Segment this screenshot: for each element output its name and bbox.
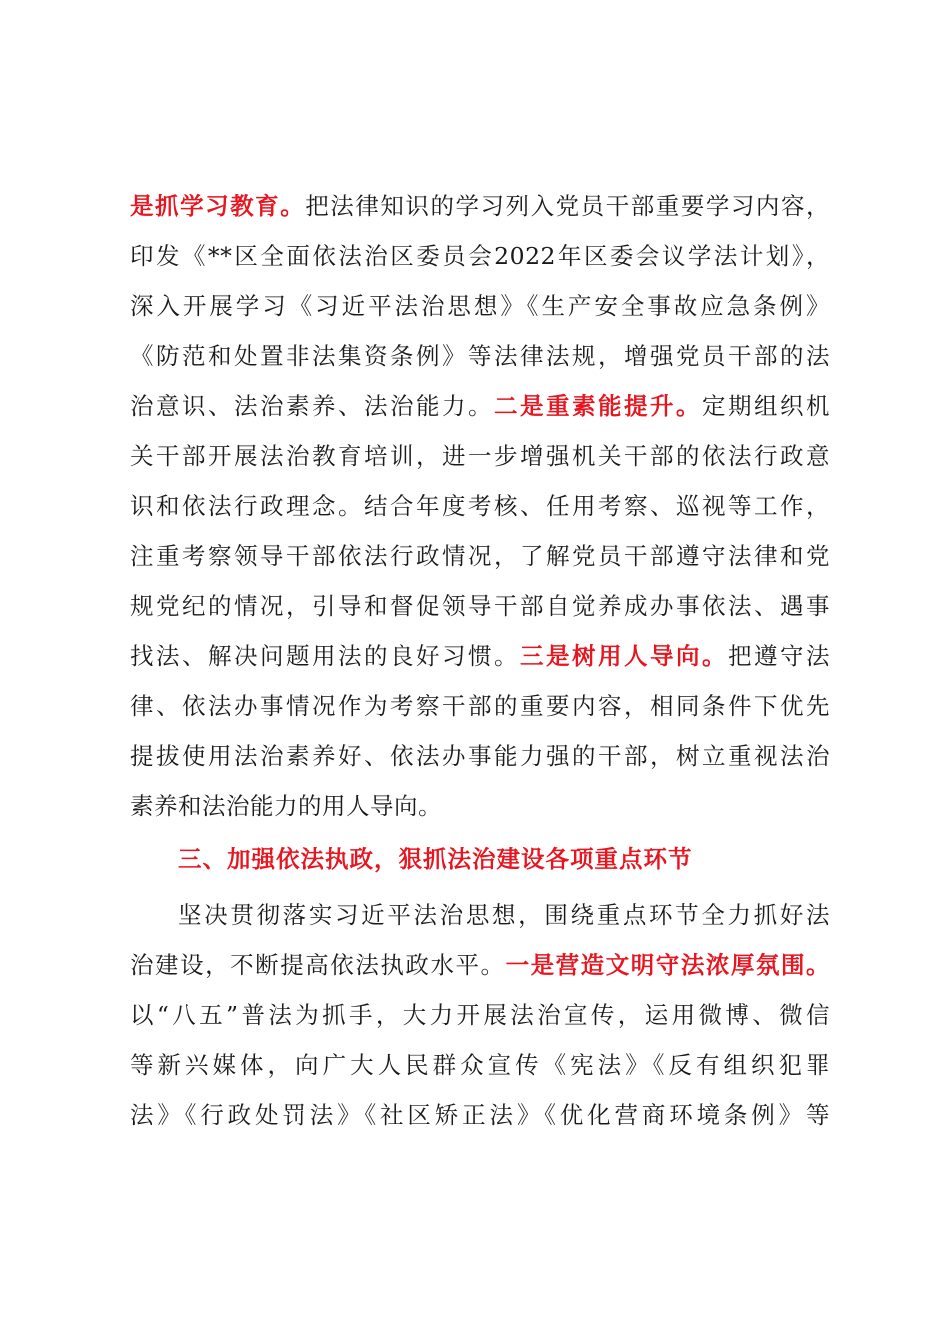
text-line: 《防范和处置非法集资条例》等法律法规，增强党员干部的法 <box>130 342 830 370</box>
text-span: 治建设，不断提高依法执政水平。 <box>130 951 506 979</box>
text-line: 注重考察领导干部依法行政情况，了解党员干部遵守法律和党 <box>130 542 830 570</box>
text-line: 以“八五”普法为抓手，大力开展法治宣传，运用微博、微信 <box>130 1001 830 1029</box>
highlight-phrase: 是抓学习教育。 <box>130 192 306 220</box>
highlight-phrase: 二是重素能提升。 <box>494 392 702 420</box>
text-line: 律、依法办事情况作为考察干部的重要内容，相同条件下优先 <box>130 692 830 720</box>
section-heading: 三、加强依法执政，狠抓法治建设各项重点环节 <box>178 845 693 873</box>
text-line: 等新兴媒体，向广大人民群众宣传《宪法》《反有组织犯罪 <box>130 1051 830 1079</box>
text-span: 把法律知识的学习列入党员干部重要学习内容， <box>305 192 831 220</box>
text-line: 识和依法行政理念。结合年度考核、任用考察、巡视等工作， <box>130 492 830 520</box>
text-line: 素养和法治能力的用人导向。 <box>130 792 442 820</box>
text-line <box>130 186 830 226</box>
highlight-phrase: 三是树用人导向。 <box>520 642 728 670</box>
text-line: 提拔使用法治素养好、依法办事能力强的干部，树立重视法治 <box>130 742 830 770</box>
text-span: 定期组织机 <box>702 392 830 420</box>
text-line <box>130 945 830 985</box>
text-span: 把遵守法 <box>728 642 830 670</box>
text-span: 治意识、法治素养、法治能力。 <box>130 392 494 420</box>
highlight-phrase: 一是营造文明守法浓厚氛围。 <box>505 951 831 979</box>
text-line: 深入开展学习《习近平法治思想》《生产安全事故应急条例》 <box>130 292 830 320</box>
text-line: 关干部开展法治教育培训，进一步增强机关干部的依法行政意 <box>130 442 830 470</box>
text-span: 找法、解决问题用法的良好习惯。 <box>130 642 520 670</box>
text-line <box>130 636 830 676</box>
text-line: 坚决贯彻落实习近平法治思想，围绕重点环节全力抓好法 <box>178 901 830 929</box>
text-line: 规党纪的情况，引导和督促领导干部自觉养成办事依法、遇事 <box>130 592 830 620</box>
text-line: 印发《**区全面依法治区委员会2022年区委会议学法计划》， <box>130 242 830 270</box>
text-line: 法》《行政处罚法》《社区矫正法》《优化营商环境条例》等 <box>130 1101 830 1129</box>
text-line <box>130 386 830 426</box>
